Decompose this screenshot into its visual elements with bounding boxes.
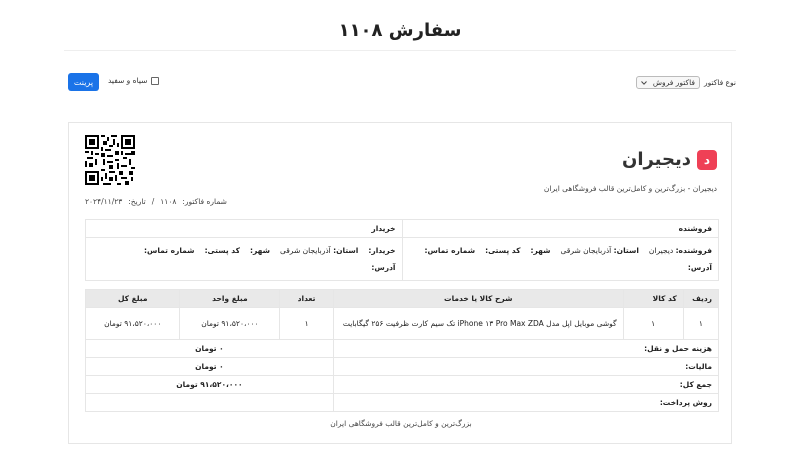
summary-row-payment — [86, 394, 719, 412]
bw-label: سیاه و سفید — [108, 76, 148, 85]
col-qty: تعداد — [280, 290, 334, 308]
summary-row-total — [86, 376, 719, 394]
meta-separator: / — [151, 197, 155, 206]
brand-logo: د — [697, 150, 717, 170]
invoice-date-label: تاریخ: — [128, 197, 146, 206]
invoice-date: ۲۰۲۴/۱۱/۲۳ — [85, 197, 123, 206]
brand — [622, 149, 717, 170]
invoice-type-label: نوع فاکتور — [703, 78, 736, 87]
invoice-type-value: فاکتور فروش — [652, 78, 695, 87]
parties — [85, 219, 719, 281]
seller-province: آذربایجان شرقی — [560, 246, 612, 255]
seller-province-label: استان: — [613, 246, 639, 255]
buyer-city-label: شهر: — [249, 246, 270, 255]
seller-phone-label: شماره تماس: — [424, 246, 476, 255]
print-button[interactable]: پرینت — [68, 73, 99, 91]
item-qty: ۱ — [280, 308, 334, 340]
seller-city-label: شهر: — [530, 246, 551, 255]
seller-name: دیجیران — [648, 246, 674, 255]
buyer-section — [86, 220, 403, 280]
grand-total-label: جمع کل: — [333, 376, 718, 394]
invoice-card — [68, 122, 732, 444]
seller-heading: فروشنده — [403, 220, 719, 238]
table-row — [86, 308, 719, 340]
seller-section — [403, 220, 719, 280]
payment-value — [86, 394, 334, 412]
buyer-address-label: آدرس: — [371, 263, 396, 272]
buyer-province-label: استان: — [333, 246, 359, 255]
item-unit-price: ۹۱،۵۲۰،۰۰۰ تومان — [180, 308, 280, 340]
footer-note: بزرگ‌ترین و کامل‌ترین قالب فروشگاهی ایران — [330, 419, 472, 428]
payment-label: روش پرداخت: — [333, 394, 718, 412]
summary-row-shipping — [86, 340, 719, 358]
brand-name: دیجیران — [621, 149, 691, 170]
buyer-phone-label: شماره تماس: — [143, 246, 195, 255]
buyer-name-label: خریدار: — [368, 246, 396, 255]
buyer-province: آذربایجان شرقی — [279, 246, 331, 255]
col-row: ردیف — [683, 290, 718, 308]
col-description: شرح کالا یا خدمات — [333, 290, 623, 308]
table-header-row — [86, 290, 719, 308]
buyer-postal-label: کد پستی: — [204, 246, 240, 255]
shipping-value: ۰ تومان — [86, 340, 334, 358]
item-row-number: ۱ — [683, 308, 718, 340]
seller-postal-label: کد پستی: — [485, 246, 521, 255]
invoice-type-select[interactable] — [636, 76, 700, 89]
bw-toggle[interactable] — [108, 76, 159, 85]
seller-name-label: فروشنده: — [675, 246, 712, 255]
chevron-down-icon — [641, 81, 647, 85]
invoice-number-label: شماره فاکتور: — [182, 197, 227, 206]
buyer-details — [92, 246, 396, 255]
page-title: سفارش ۱۱۰۸ — [338, 20, 462, 41]
col-unit-price: مبلغ واحد — [180, 290, 280, 308]
tax-value: ۰ تومان — [86, 358, 334, 376]
summary-row-tax — [86, 358, 719, 376]
title-divider — [64, 50, 736, 51]
col-code: کد کالا — [623, 290, 683, 308]
toolbar — [68, 73, 736, 93]
item-total: ۹۱،۵۲۰،۰۰۰ تومان — [86, 308, 180, 340]
brand-tagline: دیجیران - بزرگ‌ترین و کامل‌ترین قالب فروشگاهی ایران — [543, 184, 717, 193]
tax-label: مالیات: — [333, 358, 718, 376]
items-table — [85, 289, 719, 412]
seller-address-label: آدرس: — [687, 263, 712, 272]
invoice-meta — [85, 197, 227, 206]
invoice-number: ۱۱۰۸ — [160, 197, 177, 206]
buyer-heading: خریدار — [86, 220, 402, 238]
grand-total-value: ۹۱،۵۲۰،۰۰۰ تومان — [86, 376, 334, 394]
qr-code-icon — [85, 135, 135, 185]
bw-checkbox[interactable] — [151, 77, 159, 85]
invoice-type — [636, 76, 736, 89]
item-description: گوشی موبایل اپل مدل iPhone ۱۳ Pro Max ZDA تک سیم کارت ظرفیت ۲۵۶ گیگابایت — [333, 308, 623, 340]
seller-details — [409, 246, 713, 255]
col-total: مبلغ کل — [86, 290, 180, 308]
shipping-label: هزینه حمل و نقل: — [333, 340, 718, 358]
item-code: ۱ — [623, 308, 683, 340]
